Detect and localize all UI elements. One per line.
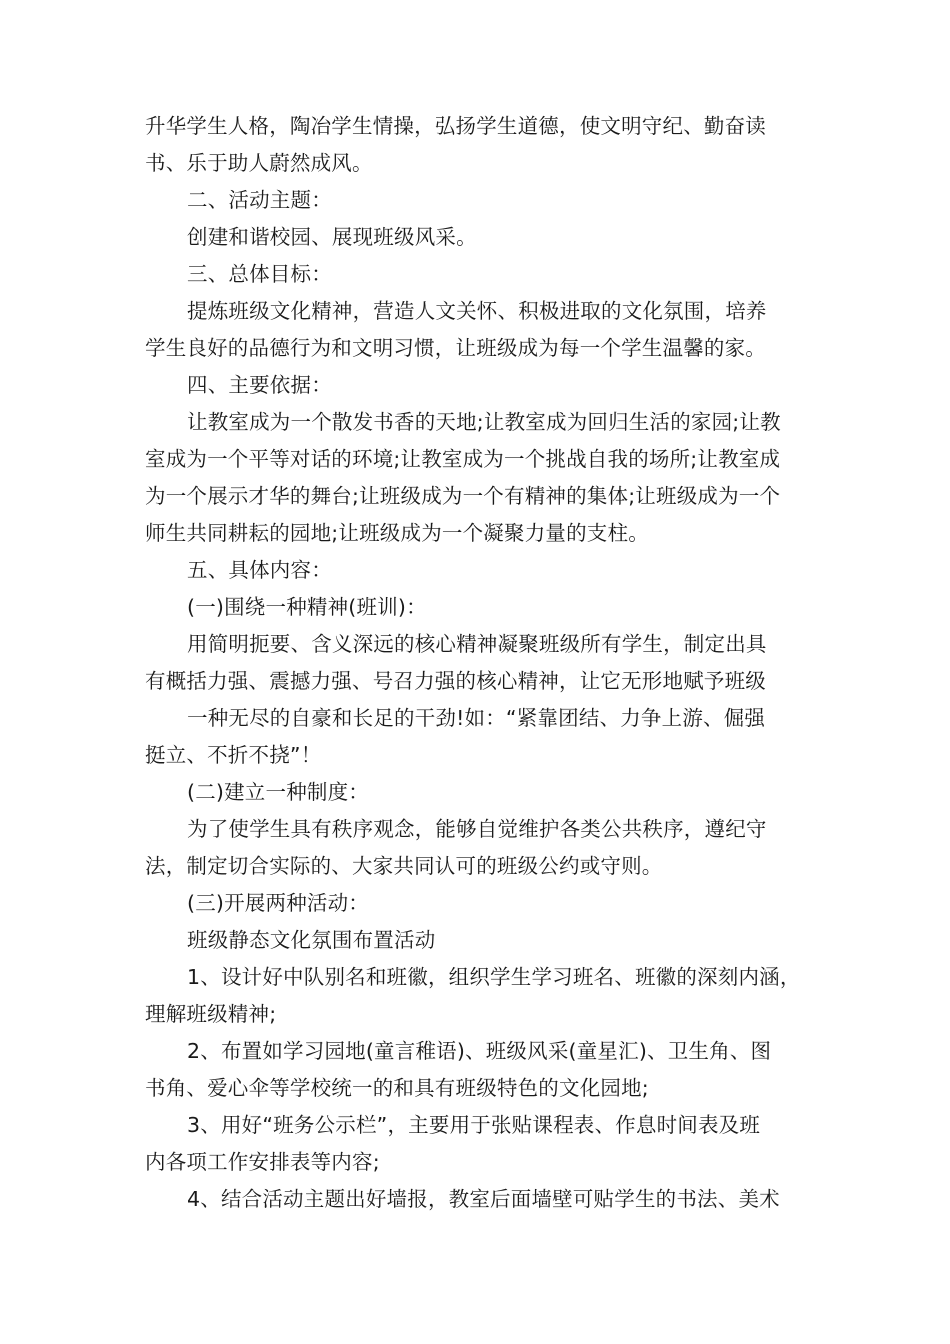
text-line: 2、布置如学习园地(童言稚语)、班级风采(童星汇)、卫生角、图: [187, 1039, 772, 1063]
text-line: 室成为一个平等对话的环境;让教室成为一个挑战自我的场所;让教室成: [145, 447, 781, 471]
document-body: [145, 108, 835, 1218]
text-line: 法，制定切合实际的、大家共同认可的班级公约或守则。: [145, 854, 663, 878]
text-line: 二、活动主题：: [187, 188, 332, 212]
text-line: 1、设计好中队别名和班徽，组织学生学习班名、班徽的深刻内涵，: [187, 965, 801, 989]
text-line: 让教室成为一个散发书香的天地;让教室成为回归生活的家园;让教: [187, 410, 781, 434]
text-line: 理解班级精神;: [145, 1002, 277, 1026]
text-line: 学生良好的品德行为和文明习惯，让班级成为每一个学生温馨的家。: [145, 336, 766, 360]
text-line: 有概括力强、震撼力强、号召力强的核心精神，让它无形地赋予班级: [145, 669, 766, 693]
text-line: 书、乐于助人蔚然成风。: [145, 151, 373, 175]
text-line: 提炼班级文化精神，营造人文关怀、积极进取的文化氛围，培养: [187, 299, 767, 323]
text-line: 三、总体目标：: [187, 262, 332, 286]
text-line: 五、具体内容：: [187, 558, 332, 582]
text-line: 为了使学生具有秩序观念，能够自觉维护各类公共秩序，遵纪守: [187, 817, 767, 841]
text-line: 挺立、不折不挠”！: [145, 743, 322, 767]
text-line: 书角、爱心伞等学校统一的和具有班级特色的文化园地;: [145, 1076, 649, 1100]
text-line: 四、主要依据：: [187, 373, 332, 397]
text-line: 班级静态文化氛围布置活动: [187, 928, 436, 952]
text-line: (一)围绕一种精神(班训)：: [187, 595, 427, 619]
text-line: 升华学生人格，陶冶学生情操，弘扬学生道德，使文明守纪、勤奋读: [145, 114, 766, 138]
text-line: 内各项工作安排表等内容;: [145, 1150, 380, 1174]
text-line: 为一个展示才华的舞台;让班级成为一个有精神的集体;让班级成为一个: [145, 484, 781, 508]
text-line: 3、用好“班务公示栏”，主要用于张贴课程表、作息时间表及班: [187, 1113, 761, 1137]
text-line: 用简明扼要、含义深远的核心精神凝聚班级所有学生，制定出具: [187, 632, 767, 656]
text-line: (二)建立一种制度：: [187, 780, 369, 804]
text-line: (三)开展两种活动：: [187, 891, 369, 915]
text-line: 创建和谐校园、展现班级风采。: [187, 225, 477, 249]
text-line: 师生共同耕耘的园地;让班级成为一个凝聚力量的支柱。: [145, 521, 649, 545]
text-line: 4、结合活动主题出好墙报，教室后面墙壁可贴学生的书法、美术: [187, 1187, 780, 1211]
text-line: 一种无尽的自豪和长足的干劲!如：“紧靠团结、力争上游、倔强: [187, 706, 766, 730]
